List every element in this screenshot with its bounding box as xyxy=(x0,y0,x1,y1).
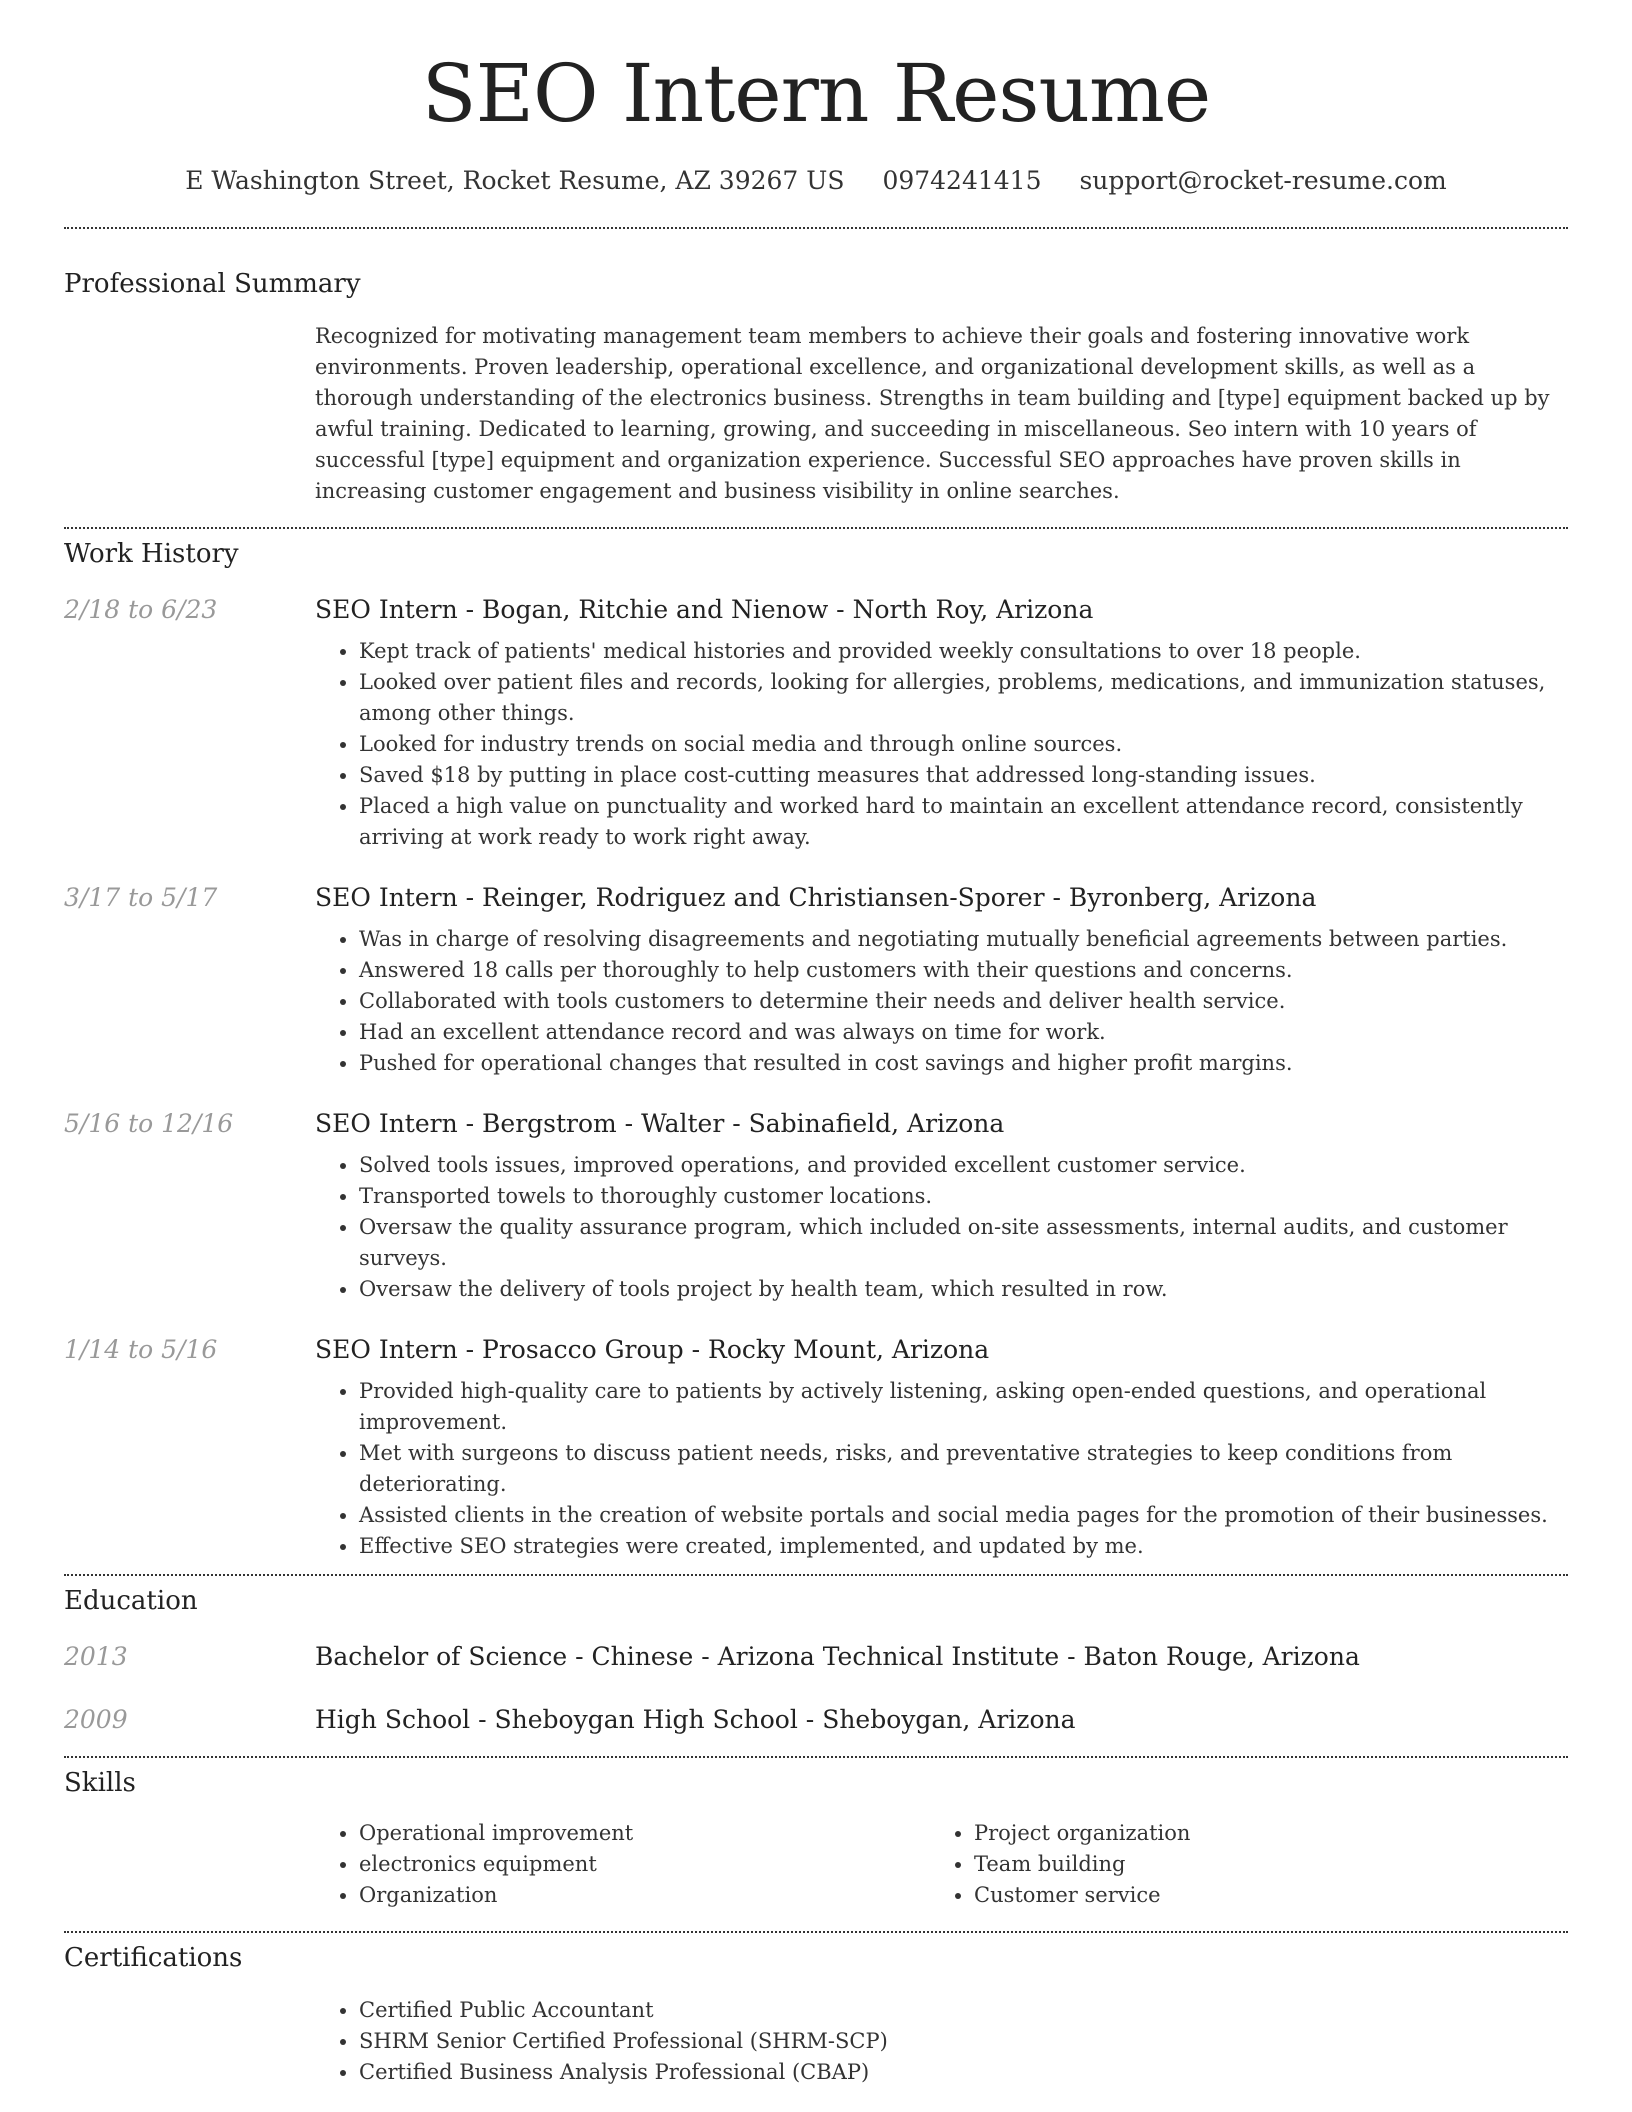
divider xyxy=(64,527,1568,529)
certification-item: • SHRM Senior Certified Professional (SHRM-SCP) xyxy=(359,2026,1568,2057)
job-title: SEO Intern - Bogan, Ritchie and Nienow - North Roy, Arizona xyxy=(315,595,1094,624)
job-entry xyxy=(64,1335,1568,1562)
contact-address: E Washington Street, Rocket Resume, AZ 39267 US xyxy=(185,166,845,195)
job-bullet: • Pushed for operational changes that resulted in cost savings and higher profit margins. xyxy=(359,1048,1568,1079)
certification-item: • Certified Business Analysis Professional (CBAP) xyxy=(359,2057,1568,2088)
job-bullet: • Placed a high value on punctuality and worked hard to maintain an excellent attendance record, consistently arriving at work ready to work right away. xyxy=(359,791,1568,853)
education-section xyxy=(64,1586,1568,1734)
education-year: 2013 xyxy=(64,1642,128,1671)
job-entry xyxy=(64,595,1568,853)
job-bullet: • Kept track of patients' medical histories and provided weekly consultations to over 18 people. xyxy=(359,636,1568,667)
job-dates: 3/17 to 5/17 xyxy=(64,883,218,912)
skills-column-1 xyxy=(315,1818,930,1911)
skill-item: • Team building xyxy=(974,1849,1545,1880)
summary-heading: Professional Summary xyxy=(64,269,361,299)
certification-item: • Certified Public Accountant xyxy=(359,1995,1568,2026)
education-text: High School - Sheboygan High School - Sheboygan, Arizona xyxy=(315,1705,1076,1734)
job-bullet: • Collaborated with tools customers to determine their needs and deliver health service. xyxy=(359,986,1568,1017)
skills-heading: Skills xyxy=(64,1768,136,1798)
certifications-list xyxy=(315,1995,1568,2088)
education-item xyxy=(64,1705,1568,1734)
certifications-section xyxy=(64,1943,1568,2088)
job-bullet: • Answered 18 calls per thoroughly to help customers with their questions and concerns. xyxy=(359,955,1568,986)
job-bullet: • Solved tools issues, improved operations, and provided excellent customer service. xyxy=(359,1150,1568,1181)
job-bullet: • Was in charge of resolving disagreements and negotiating mutually beneficial agreements between parties. xyxy=(359,924,1568,955)
job-bullet: • Assisted clients in the creation of website portals and social media pages for the promotion of their businesses. xyxy=(359,1500,1568,1531)
summary-text: Recognized for motivating management team members to achieve their goals and fostering innovative work environments. Proven leadership, operational excellence, and organizational development skills, as well as a thorough understanding of the electronics business. Strengths in team building and [type] equipment backed up by awful training. Dedicated to learning, growing, and succeeding in miscellaneous. Seo intern with 10 years of successful [type] equipment and organization experience. Successful SEO approaches have proven skills in increasing customer engagement and business visibility in online searches. xyxy=(315,324,1550,503)
divider xyxy=(64,1756,1568,1758)
job-bullet: • Looked for industry trends on social media and through online sources. xyxy=(359,729,1568,760)
skill-item: • Operational improvement xyxy=(359,1818,930,1849)
education-item xyxy=(64,1642,1568,1671)
job-bullet: • Had an excellent attendance record and was always on time for work. xyxy=(359,1017,1568,1048)
job-bullet: • Provided high-quality care to patients by actively listening, asking open-ended questions, and operational improvement. xyxy=(359,1376,1568,1438)
work-section xyxy=(64,539,1568,1562)
summary-section xyxy=(64,269,1568,507)
job-bullet: • Effective SEO strategies were created, implemented, and updated by me. xyxy=(359,1531,1568,1562)
job-entry xyxy=(64,883,1568,1079)
job-entry xyxy=(64,1109,1568,1305)
skill-item: • Project organization xyxy=(974,1818,1545,1849)
divider xyxy=(64,227,1568,229)
job-title: SEO Intern - Bergstrom - Walter - Sabinafield, Arizona xyxy=(315,1109,1005,1138)
job-title: SEO Intern - Prosacco Group - Rocky Mount, Arizona xyxy=(315,1335,990,1364)
job-bullet: • Oversaw the quality assurance program, which included on-site assessments, internal audits, and customer surveys. xyxy=(359,1212,1568,1274)
skill-item: • electronics equipment xyxy=(359,1849,930,1880)
job-bullet: • Transported towels to thoroughly customer locations. xyxy=(359,1181,1568,1212)
divider xyxy=(64,1574,1568,1576)
divider xyxy=(64,1931,1568,1933)
education-year: 2009 xyxy=(64,1705,128,1734)
job-list xyxy=(64,595,1568,1562)
education-heading: Education xyxy=(64,1586,198,1616)
job-bullets xyxy=(315,924,1568,1079)
skills-column-2 xyxy=(930,1818,1545,1911)
job-bullets xyxy=(315,636,1568,853)
skill-item: • Organization xyxy=(359,1880,930,1911)
job-dates: 5/16 to 12/16 xyxy=(64,1109,234,1138)
job-bullets xyxy=(315,1376,1568,1562)
contact-email: support@rocket-resume.com xyxy=(1079,166,1447,195)
job-dates: 1/14 to 5/16 xyxy=(64,1335,218,1364)
work-heading: Work History xyxy=(64,539,239,569)
skills-section xyxy=(64,1768,1568,1911)
job-bullet: • Looked over patient files and records, looking for allergies, problems, medications, and immunization statuses, among other things. xyxy=(359,667,1568,729)
contact-phone: 0974241415 xyxy=(882,166,1042,195)
job-title: SEO Intern - Reinger, Rodriguez and Christiansen-Sporer - Byronberg, Arizona xyxy=(315,883,1317,912)
contact-line xyxy=(64,166,1568,195)
certifications-heading: Certifications xyxy=(64,1943,243,1973)
job-dates: 2/18 to 6/23 xyxy=(64,595,218,624)
job-bullet: • Met with surgeons to discuss patient needs, risks, and preventative strategies to keep conditions from deteriorating. xyxy=(359,1438,1568,1500)
job-bullet: • Saved $18 by putting in place cost-cutting measures that addressed long-standing issues. xyxy=(359,760,1568,791)
skill-item: • Customer service xyxy=(974,1880,1545,1911)
education-text: Bachelor of Science - Chinese - Arizona Technical Institute - Baton Rouge, Arizona xyxy=(315,1642,1360,1671)
resume-title: SEO Intern Resume xyxy=(421,47,1211,140)
job-bullets xyxy=(315,1150,1568,1305)
job-bullet: • Oversaw the delivery of tools project by health team, which resulted in row. xyxy=(359,1274,1568,1305)
